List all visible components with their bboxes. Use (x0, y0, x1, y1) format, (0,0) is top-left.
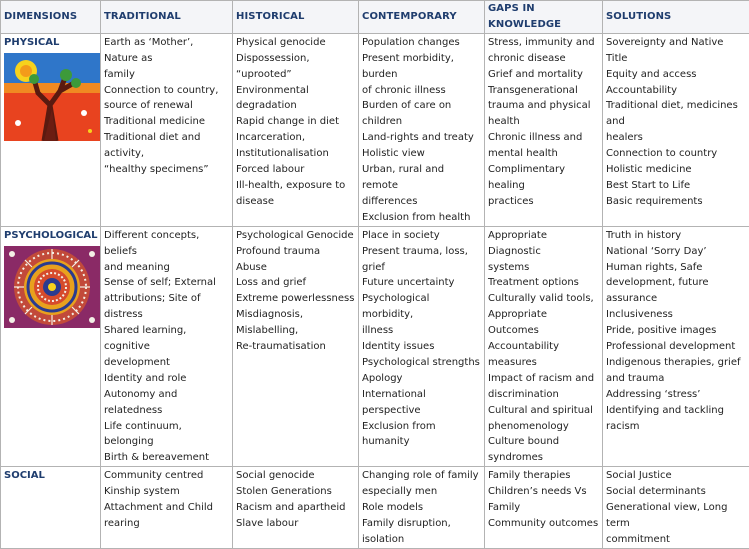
cell-text-line: Misdiagnosis, (236, 307, 355, 323)
cell-text-line: health (488, 114, 599, 130)
cell-text-line: Grief and mortality (488, 67, 599, 83)
cell-text-line: Holistic view (362, 146, 481, 162)
cell-text-line: of chronic illness (362, 83, 481, 99)
cell-text-line: Human rights, Safe (606, 260, 746, 276)
cell-text-line: healers (606, 130, 746, 146)
cell-text-line: Psychological morbidity, (362, 291, 481, 323)
cell-text-line: phenomenology (488, 419, 599, 435)
cell-text-line: Cultural and spiritual (488, 403, 599, 419)
cell-social-gaps-in-knowledge (485, 467, 603, 549)
cell-text-line: Psychological strengths (362, 355, 481, 371)
cell-text-line: illness (362, 323, 481, 339)
cell-text-line: Family (488, 500, 599, 516)
cell-text-line: Dispossession, “uprooted” (236, 51, 355, 83)
cell-text-line: Institutionalisation (236, 146, 355, 162)
cell-text-line: Slave labour (236, 516, 355, 532)
cell-text-line: Accountability (606, 83, 746, 99)
cell-text-line: Burden of care on children (362, 98, 481, 130)
cell-text-line: Life continuum, belonging (104, 419, 229, 451)
dimension-cell-physical (1, 33, 101, 226)
cell-text-line: Environmental (236, 83, 355, 99)
cell-text-line: Social Justice (606, 468, 746, 484)
cell-text-line: Addressing ‘stress’ (606, 387, 746, 403)
physical-artwork-image (4, 53, 100, 141)
column-header-traditional: TRADITIONAL (101, 1, 233, 34)
cell-text-line: Incarceration, (236, 130, 355, 146)
cell-text-line: differences (362, 194, 481, 210)
cell-text-line: Identity issues (362, 339, 481, 355)
cell-text-line: Accountability measures (488, 339, 599, 371)
column-header-historical: HISTORICAL (233, 1, 359, 34)
cell-text-line: Land-rights and treaty (362, 130, 481, 146)
cell-text-line: Ill-health, exposure to (236, 178, 355, 194)
cell-text-line: Apology (362, 371, 481, 387)
cell-text-line: Treatment options (488, 275, 599, 291)
cell-text-line: family (104, 67, 229, 83)
cell-text-line: Stolen Generations (236, 484, 355, 500)
cell-text-line: Forced labour (236, 162, 355, 178)
cell-text-line: Sense of self; External (104, 275, 229, 291)
row-psychological (1, 226, 749, 467)
cell-text-line: Sovereignty and Native Title (606, 35, 746, 67)
cell-text-line: Birth & bereavement (104, 450, 229, 466)
cell-psychological-gaps-in-knowledge (485, 226, 603, 467)
cell-text-line: syndromes (488, 450, 599, 466)
cell-text-line: Autonomy and relatedness (104, 387, 229, 419)
cell-text-line: Place in society (362, 228, 481, 244)
cell-text-line: disease (236, 194, 355, 210)
cell-text-line: Re-traumatisation (236, 339, 355, 355)
cell-physical-historical (233, 33, 359, 226)
cell-text-line: Extreme powerlessness (236, 291, 355, 307)
cell-text-line: Community outcomes (488, 516, 599, 532)
cell-text-line: Family therapies (488, 468, 599, 484)
cell-psychological-contemporary (359, 226, 485, 467)
cell-psychological-historical (233, 226, 359, 467)
cell-text-line: Social genocide (236, 468, 355, 484)
cell-text-line: “healthy specimens” (104, 162, 229, 178)
cell-social-historical (233, 467, 359, 549)
psychological-artwork-image (4, 246, 100, 328)
column-header-solutions: SOLUTIONS (603, 1, 749, 34)
header-row (1, 1, 749, 34)
cell-text-line: Children’s needs Vs (488, 484, 599, 500)
cell-text-line: Impact of racism and (488, 371, 599, 387)
cell-social-contemporary (359, 467, 485, 549)
cell-text-line: Transgenerational (488, 83, 599, 99)
cell-text-line: systems (488, 260, 599, 276)
cell-social-traditional (101, 467, 233, 549)
cell-text-line: Present morbidity, burden (362, 51, 481, 83)
cell-text-line: Identifying and tackling racism (606, 403, 746, 435)
cell-text-line: Identity and role (104, 371, 229, 387)
cell-text-line: Holistic medicine (606, 162, 746, 178)
cell-text-line: Complimentary healing (488, 162, 599, 194)
row-social (1, 467, 749, 549)
cell-text-line: chronic disease (488, 51, 599, 67)
cell-text-line: discrimination (488, 387, 599, 403)
cell-text-line: development, future assurance (606, 275, 746, 307)
cell-text-line: Population changes (362, 35, 481, 51)
cell-text-line: Stress, immunity and (488, 35, 599, 51)
cell-text-line: Chronic illness and (488, 130, 599, 146)
cell-text-line: Earth as ‘Mother’, Nature as (104, 35, 229, 67)
cell-text-line: Exclusion from health (362, 210, 481, 226)
cell-text-line: especially men (362, 484, 481, 500)
column-header-dimensions: DIMENSIONS (1, 1, 101, 34)
cell-text-line: Generational view, Long term (606, 500, 746, 532)
cell-text-line: Best Start to Life (606, 178, 746, 194)
cell-text-line: Traditional medicine (104, 114, 229, 130)
cell-text-line: Different concepts, beliefs (104, 228, 229, 260)
cell-text-line: Present trauma, loss, grief (362, 244, 481, 276)
dimension-label: PSYCHOLOGICAL (4, 228, 97, 244)
cell-text-line: commitment (606, 532, 746, 548)
cell-text-line: Connection to country, (104, 83, 229, 99)
cell-psychological-solutions (603, 226, 749, 467)
cell-text-line: International perspective (362, 387, 481, 419)
cell-text-line: National ‘Sorry Day’ (606, 244, 746, 260)
row-physical (1, 33, 749, 226)
dimension-label: SOCIAL (4, 468, 97, 484)
cell-text-line: and trauma (606, 371, 746, 387)
cell-text-line: Community centred (104, 468, 229, 484)
cell-text-line: Appropriate Outcomes (488, 307, 599, 339)
cell-text-line: Culturally valid tools, (488, 291, 599, 307)
cell-text-line: Changing role of family (362, 468, 481, 484)
cell-text-line: Loss and grief (236, 275, 355, 291)
dimension-cell-social (1, 467, 101, 549)
dimension-cell-psychological (1, 226, 101, 467)
dimension-label: PHYSICAL (4, 35, 97, 51)
cell-text-line: Physical genocide (236, 35, 355, 51)
cell-text-line: mental health (488, 146, 599, 162)
column-header-contemporary: CONTEMPORARY (359, 1, 485, 34)
cell-text-line: Urban, rural and remote (362, 162, 481, 194)
cell-text-line: Attachment and Child (104, 500, 229, 516)
cell-text-line: Connection to country (606, 146, 746, 162)
cell-text-line: Culture bound (488, 434, 599, 450)
cell-text-line: Indigenous therapies, grief (606, 355, 746, 371)
cell-social-solutions (603, 467, 749, 549)
cell-text-line: Truth in history (606, 228, 746, 244)
column-header-gaps-in-knowledge: GAPS IN KNOWLEDGE (485, 1, 603, 34)
cell-text-line: Professional development (606, 339, 746, 355)
cell-text-line: source of renewal (104, 98, 229, 114)
cell-text-line: Profound trauma (236, 244, 355, 260)
cell-text-line: rearing (104, 516, 229, 532)
cell-psychological-traditional (101, 226, 233, 467)
cell-text-line: Exclusion from humanity (362, 419, 481, 451)
cell-physical-solutions (603, 33, 749, 226)
cell-text-line: Psychological Genocide (236, 228, 355, 244)
cell-text-line: development (104, 355, 229, 371)
cell-text-line: Kinship system (104, 484, 229, 500)
cell-text-line: Abuse (236, 260, 355, 276)
cell-text-line: Shared learning, cognitive (104, 323, 229, 355)
cell-text-line: Rapid change in diet (236, 114, 355, 130)
cell-text-line: trauma and physical (488, 98, 599, 114)
cell-text-line: Basic requirements (606, 194, 746, 210)
cell-text-line: Racism and apartheid (236, 500, 355, 516)
cell-text-line: attributions; Site of distress (104, 291, 229, 323)
cell-text-line: Inclusiveness (606, 307, 746, 323)
cell-text-line: Traditional diet, medicines and (606, 98, 746, 130)
cell-text-line: practices (488, 194, 599, 210)
cell-text-line: Role models (362, 500, 481, 516)
cell-text-line: Future uncertainty (362, 275, 481, 291)
cell-text-line: Traditional diet and activity, (104, 130, 229, 162)
cell-text-line: and meaning (104, 260, 229, 276)
cell-text-line: Family disruption, isolation (362, 516, 481, 548)
cell-text-line: Pride, positive images (606, 323, 746, 339)
cell-physical-contemporary (359, 33, 485, 226)
cell-physical-traditional (101, 33, 233, 226)
cell-text-line: Mislabelling, (236, 323, 355, 339)
cell-text-line: Social determinants (606, 484, 746, 500)
cell-physical-gaps-in-knowledge (485, 33, 603, 226)
cell-text-line: Appropriate Diagnostic (488, 228, 599, 260)
cell-text-line: Equity and access (606, 67, 746, 83)
cell-text-line: degradation (236, 98, 355, 114)
